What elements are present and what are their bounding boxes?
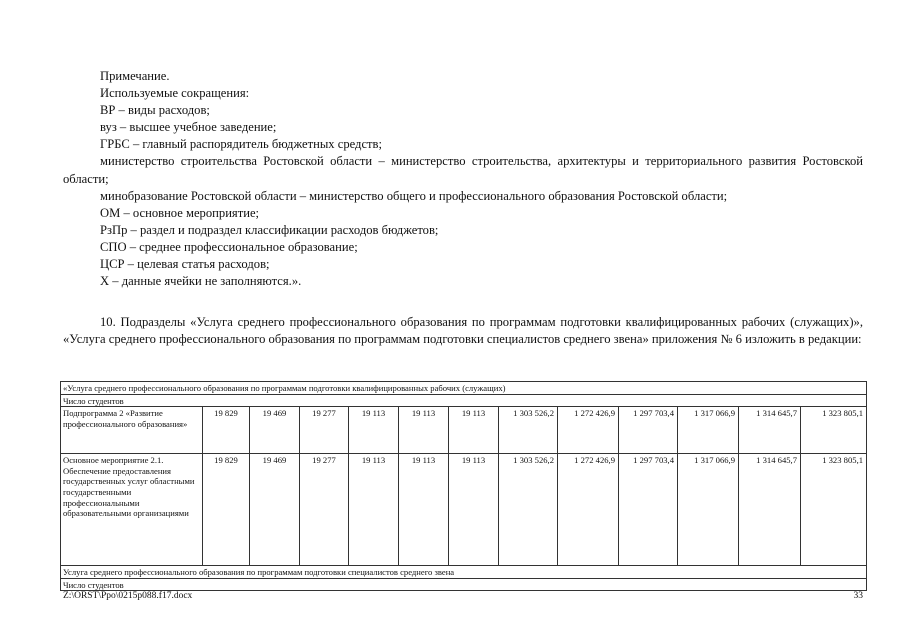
- amendment-paragraph: 10. Подразделы «Услуга среднего профессионального образования по программам подготовки квалифицированных рабочих (служащих)», «Услуга среднего профессионального образования по программам подготовки специалистов среднего звена» приложения № 6 изложить в редакции:: [63, 315, 863, 347]
- cell: 1 314 645,7: [739, 407, 801, 454]
- note-line: РзПр – раздел и подраздел классификации расходов бюджетов;: [100, 222, 439, 237]
- cell: 1 314 645,7: [739, 454, 801, 566]
- cell: 19 113: [399, 407, 449, 454]
- cell: 1 272 426,9: [558, 454, 619, 566]
- cell: 1 317 066,9: [678, 454, 739, 566]
- cell: 19 113: [449, 454, 499, 566]
- page-number: 33: [853, 591, 863, 601]
- cell: 1 323 805,1: [801, 407, 867, 454]
- subheader-students-1: Число студентов: [61, 394, 867, 407]
- row-label: Основное мероприятие 2.1. Обеспечение предоставления государственных услуг областными государственными профессиональными образовательными организациями: [61, 454, 203, 566]
- note-line: Х – данные ячейки не заполняются.».: [100, 274, 302, 289]
- note-line: ВР – виды расходов;: [100, 103, 210, 118]
- cell: 1 317 066,9: [678, 407, 739, 454]
- note-line: Используемые сокращения:: [100, 86, 250, 101]
- cell: 19 469: [250, 454, 300, 566]
- table-subheader: [61, 394, 867, 407]
- cell: 1 323 805,1: [801, 454, 867, 566]
- table-subheader: [61, 578, 867, 591]
- cell: 19 469: [250, 407, 300, 454]
- cell: 19 113: [349, 454, 399, 566]
- abbreviations-note: [63, 68, 863, 290]
- note-line: Примечание.: [100, 69, 170, 83]
- note-line: вуз – высшее учебное заведение;: [100, 120, 277, 135]
- section-title-1: «Услуга среднего профессионального образования по программам подготовки квалифицированных рабочих (служащих): [61, 382, 867, 395]
- note-line: ОМ – основное мероприятие;: [100, 205, 260, 220]
- table-section-header: [61, 566, 867, 579]
- subheader-students-2: Число студентов: [61, 578, 867, 591]
- note-line: ГРБС – главный распорядитель бюджетных средств;: [100, 137, 382, 152]
- cell: 19 277: [300, 454, 349, 566]
- services-table: [60, 381, 867, 591]
- cell: 19 829: [203, 454, 250, 566]
- table-row: [61, 407, 867, 454]
- row-label: Подпрограмма 2 «Развитие профессионального образования»: [61, 407, 203, 454]
- file-path: Z:\ORST\Ppo\0215p088.f17.docx: [63, 591, 193, 601]
- cell: 19 113: [449, 407, 499, 454]
- table-row: [61, 454, 867, 566]
- section-title-2: Услуга среднего профессионального образования по программам подготовки специалистов среднего звена: [61, 566, 867, 579]
- cell: 1 272 426,9: [558, 407, 619, 454]
- cell: 19 829: [203, 407, 250, 454]
- cell: 19 113: [399, 454, 449, 566]
- note-line: СПО – среднее профессиональное образование;: [100, 239, 358, 254]
- note-line: ЦСР – целевая статья расходов;: [100, 257, 270, 272]
- cell: 1 303 526,2: [499, 407, 558, 454]
- table-section-header: [61, 382, 867, 395]
- cell: 1 303 526,2: [499, 454, 558, 566]
- cell: 19 113: [349, 407, 399, 454]
- note-line: минобразование Ростовской области – министерство общего и профессионального образования Ростовской области;: [100, 188, 728, 203]
- cell: 19 277: [300, 407, 349, 454]
- cell: 1 297 703,4: [619, 407, 678, 454]
- note-line: министерство строительства Ростовской области – министерство строительства, архитектуры и территориального развития Ростовской области;: [63, 154, 863, 186]
- cell: 1 297 703,4: [619, 454, 678, 566]
